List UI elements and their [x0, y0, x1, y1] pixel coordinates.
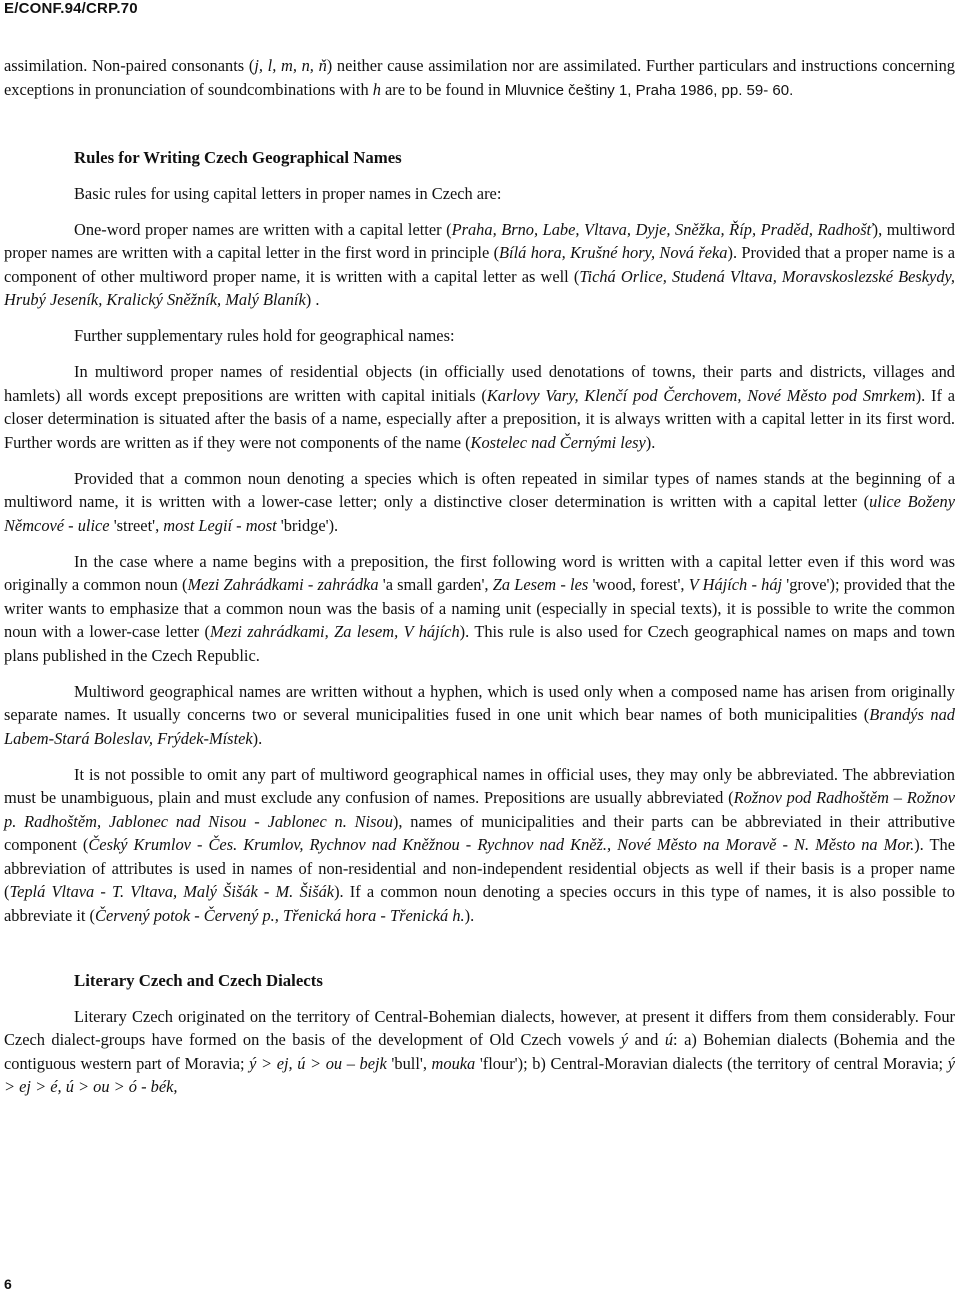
paragraph-common-noun: Provided that a common noun denoting a species which is often repeated in similar types of names stands at the beginning of a multiword name, it is written with a lower-case letter; only a distinctive closer determination is written with a capital letter (ulice Boženy Němcové - ulice 'street', most Legií - most 'bridge').: [4, 468, 955, 535]
paragraph-one-word-names: One-word proper names are written with a capital letter (Praha, Brno, Labe, Vltava, Dyje, Sněžka, Říp, Praděd, Radhošť), multiword proper names are written with a capital letter in the first word in principle (Bílá hora, Krušné hory, Nová řeka). Provided that a proper name is a component of other multiword proper name, it is written with a capital letter as well (Tichá Orlice, Studená Vltava, Moravskoslezské Beskydy, Hrubý Jeseník, Kralický Sněžník, Malý Blaník) .: [4, 219, 955, 309]
section-heading-dialects: Literary Czech and Czech Dialects: [74, 971, 323, 990]
page-number: 6: [4, 1276, 12, 1292]
further-rules-text: Further supplementary rules hold for geographical names:: [74, 326, 455, 345]
document-symbol: E/CONF.94/CRP.70: [4, 0, 138, 17]
paragraph-hyphen: Multiword geographical names are written without a hyphen, which is used only when a composed name has arisen from originally separate names. It usually concerns two or several municipalities fused in one unit which bear names of both municipalities (Brandýs nad Labem-Stará Boleslav, Frýdek-Místek).: [4, 681, 955, 748]
section-heading-geographical-names: Rules for Writing Czech Geographical Names: [74, 148, 402, 167]
paragraph-literary-czech: Literary Czech originated on the territory of Central-Bohemian dialects, however, at present it differs from them considerably. Four Czech dialect-groups have formed on the basis of the development of Old Czech vowels ý and ú: a) Bohemian dialects (Bohemia and the contiguous western part of Moravia; ý > ej, ú > ou – bejk 'bull', mouka 'flour'); b) Central-Moravian dialects (the territory of central Moravia; ý > ej > é, ú > ou > ó - bék,: [4, 1006, 955, 1096]
paragraph-abbreviation: It is not possible to omit any part of multiword geographical names in official uses, they may only be abbreviated. The abbreviation must be unambiguous, plain and must exclude any confusion of names. Prepositions are usually abbreviated (Rožnov pod Radhoštěm – Rožnov p. Radhoštěm, Jablonec nad Nisou - Jablonec n. Nisou), names of municipalities and their parts can be abbreviated in their attributive component (Český Krumlov - Čes. Krumlov, Rychnov nad Kněžnou - Rychnov nad Kněž., Nové Město na Moravě - N. Město na Mor.). The abbreviation of attributes is used in names of non-residential and non-independent residential objects as well if their basis is a proper name (Teplá Vltava - T. Vltava, Malý Šišák - M. Šišák). If a common noun denoting a species occurs in this type of names, it is also possible to abbreviate it (Červený potok - Červený p., Třenická hora - Třenická h.).: [4, 764, 956, 925]
document-body: [4, 54, 955, 1099]
paragraph-residential-objects: In multiword proper names of residential objects (in officially used denotations of towns, their parts and districts, villages and hamlets) all words except prepositions are written with capital initials (Karlovy Vary, Klenčí pod Čerchovem, Nové Město pod Smrkem). If a closer determination is situated after the basis of a name, especially after a preposition, it is always written with a capital letter in its first word. Further words are written as if they were not components of the name (Kostelec nad Černými lesy).: [4, 362, 955, 452]
basic-rules-text: Basic rules for using capital letters in proper names in Czech are:: [74, 183, 502, 203]
intro-paragraph: assimilation. Non-paired consonants (j, l, m, n, ň) neither cause assimilation nor are assimilated. Further particulars and instructions concerning exceptions in pronunciation of soundcombinations with h are to be found in Mluvnice češtiny 1, Praha 1986, pp. 59- 60.: [4, 56, 955, 99]
paragraph-preposition: In the case where a name begins with a preposition, the first following word is written with a capital letter even if this word was originally a common noun (Mezi Zahrádkami - zahrádka 'a small garden', Za Lesem - les 'wood, forest', V Hájích - háj 'grove'); provided that the writer wants to emphasize that a common noun was the basis of a naming unit (especially in special texts), it is possible to write the common noun with a lower-case letter (Mezi zahrádkami, Za lesem, V hájích). This rule is also used for Czech geographical names on maps and town plans published in the Czech Republic.: [4, 551, 956, 665]
